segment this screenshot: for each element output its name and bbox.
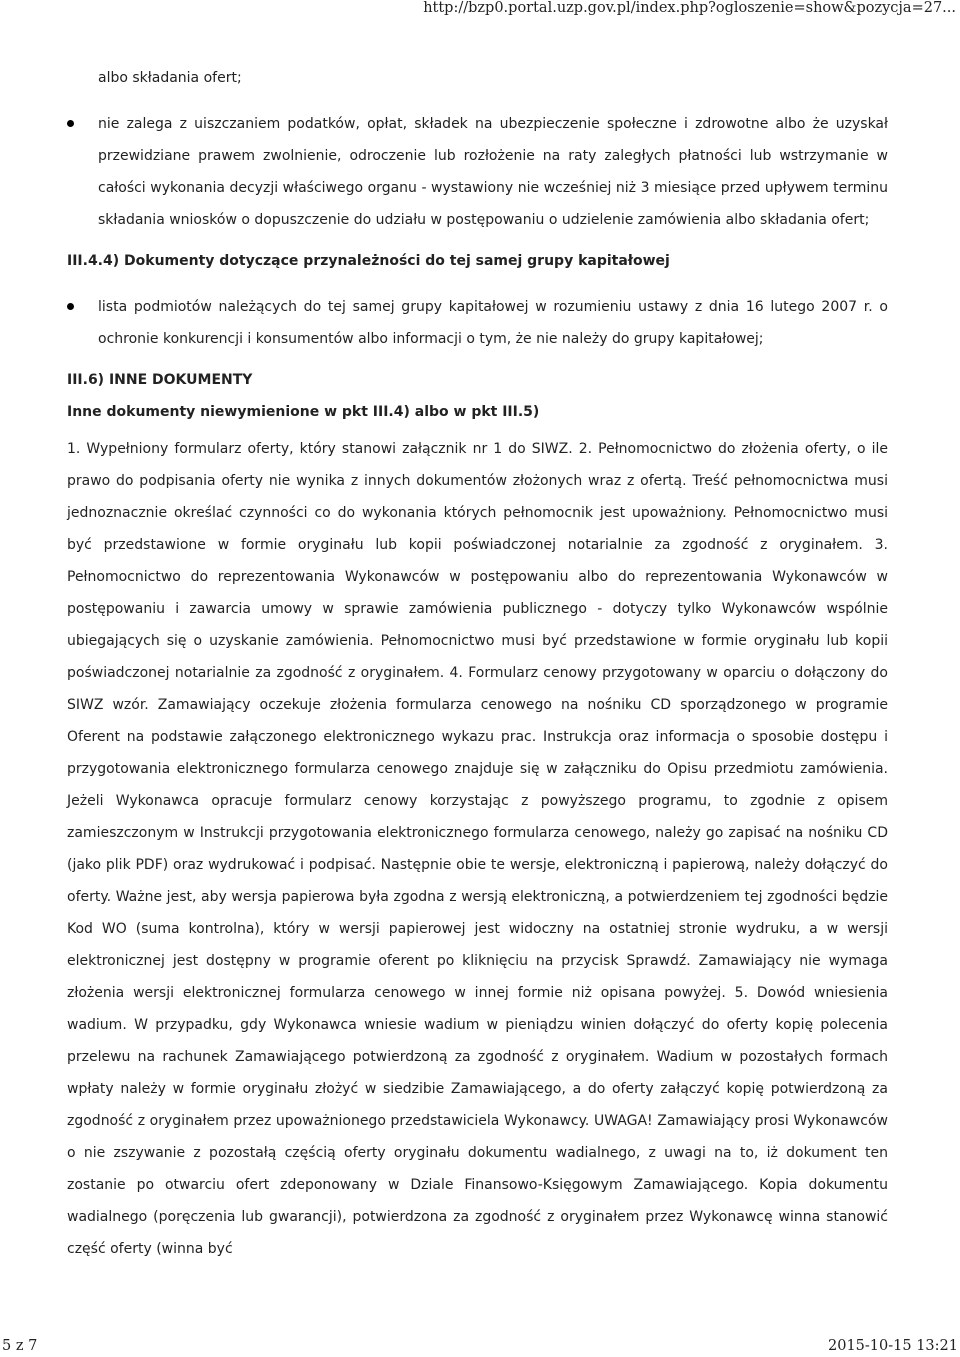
bullet-list-capital-group: [67, 291, 888, 355]
page-number: 5 z 7: [2, 1338, 38, 1354]
section-36-title: III.6) INNE DOKUMENTY: [67, 372, 253, 388]
section-36-subtitle: Inne dokumenty niewymienione w pkt III.4) albo w pkt III.5): [67, 404, 540, 420]
list-item: lista podmiotów należących do tej samej grupy kapitałowej w rozumieniu ustawy z dnia 16 lutego 2007 r. o ochronie konkurencji i konsumentów albo informacji o tym, że nie należy do grupy kapitałowej;: [67, 291, 888, 355]
other-documents-text: 1. Wypełniony formularz oferty, który stanowi załącznik nr 1 do SIWZ. 2. Pełnomocnictwo do złożenia oferty, o ile prawo do podpisania oferty nie wynika z innych dokumentów złożonych wraz z ofertą. Treść pełnomocnictwa musi jednoznacznie określać czynności co do wykonania których pełnomocnik jest upoważniony. Pełnomocnictwo musi być przedstawione w formie oryginału lub kopii poświadczonej notarialnie za zgodność z oryginałem. 3. Pełnomocnictwo do reprezentowania Wykonawców w postępowaniu albo do reprezentowania Wykonawców w postępowaniu i zawarcia umowy w sprawie zamówienia publicznego - dotyczy tylko Wykonawców wspólnie ubiegających się o uzyskanie zamówienia. Pełnomocnictwo musi być przedstawione w formie oryginału lub kopii poświadczonej notarialnie za zgodność z oryginałem. 4. Formularz cenowy przygotowany w oparciu o dołączony do SIWZ wzór. Zamawiający oczekuje złożenia formularza cenowego na nośniku CD sporządzonego w programie Oferent na podstawie załączonego elektronicznego wykazu prac. Instrukcja oraz informacja o sposobie dostępu i przygotowania elektronicznego formularza cenowego znajduje się w załączniku do Opisu przedmiotu zamówienia. Jeżeli Wykonawca opracuje formularz cenowy korzystając z powyższego programu, to zgodnie z opisem zamieszczonym w Instrukcji przygotowania elektronicznego formularza cenowego, należy go zapisać na nośniku CD (jako plik PDF) oraz wydrukować i podpisać. Następnie obie te wersje, elektroniczną i papierową, należy dołączyć do oferty. Ważne jest, aby wersja papierowa była zgodna z wersją elektroniczną, a potwierdzeniem tej zgodności będzie Kod WO (suma kontrolna), który w wersji papierowej jest widoczny na ostatniej stronie wydruku, a w wersji elektronicznej jest dostępny w programie oferent po kliknięciu na przycisk Sprawdź. Zamawiający nie wymaga złożenia wersji elektronicznej formularza cenowego w innej formie niż opisana powyżej. 5. Dowód wniesienia wadium. W przypadku, gdy Wykonawca wniesie wadium w pieniądzu winien dołączyć do oferty kopię polecenia przelewu na rachunek Zamawiającego potwierdzoną za zgodność z oryginałem. Wadium w pozostałych formach wpłaty należy w formie oryginału złożyć w siedzibie Zamawiającego, a do oferty załączyć kopię potwierdzoną za zgodność z oryginałem przez upoważnionego przedstawiciela Wykonawcy. UWAGA! Zamawiający prosi Wykonawców o nie zszywanie z pozostałą częścią oferty oryginału dokumentu wadialnego, z uwagi na to, iż dokument ten zostanie po otwarciu ofert zdeponowany w Dziale Finansowo-Księgowym Zamawiającego. Kopia dokumentu wadialnego (poręczenia lub gwarancji), potwierdzona za zgodność z oryginałem przez Wykonawcę winna stanowić część oferty (winna być: [67, 441, 888, 1257]
bullet-list-tax: [67, 108, 888, 236]
page-url: http://bzp0.portal.uzp.gov.pl/index.php?ogloszenie=show&pozycja=27...: [423, 0, 956, 16]
document-body: [67, 62, 888, 1265]
section-344-title: III.4.4) Dokumenty dotyczące przynależności do tej samej grupy kapitałowej: [67, 253, 670, 269]
continuation-text: albo składania ofert;: [98, 70, 242, 86]
list-item: nie zalega z uiszczaniem podatków, opłat, składek na ubezpieczenie społeczne i zdrowotne albo że uzyskał przewidziane prawem zwolnienie, odroczenie lub rozłożenie na raty zaległych płatności lub wstrzymanie w całości wykonania decyzji właściwego organu - wystawiony nie wcześniej niż 3 miesiące przed upływem terminu składania wniosków o dopuszczenie do udziału w postępowaniu o udzielenie zamówienia albo składania ofert;: [67, 108, 888, 236]
print-datetime: 2015-10-15 13:21: [828, 1338, 958, 1354]
